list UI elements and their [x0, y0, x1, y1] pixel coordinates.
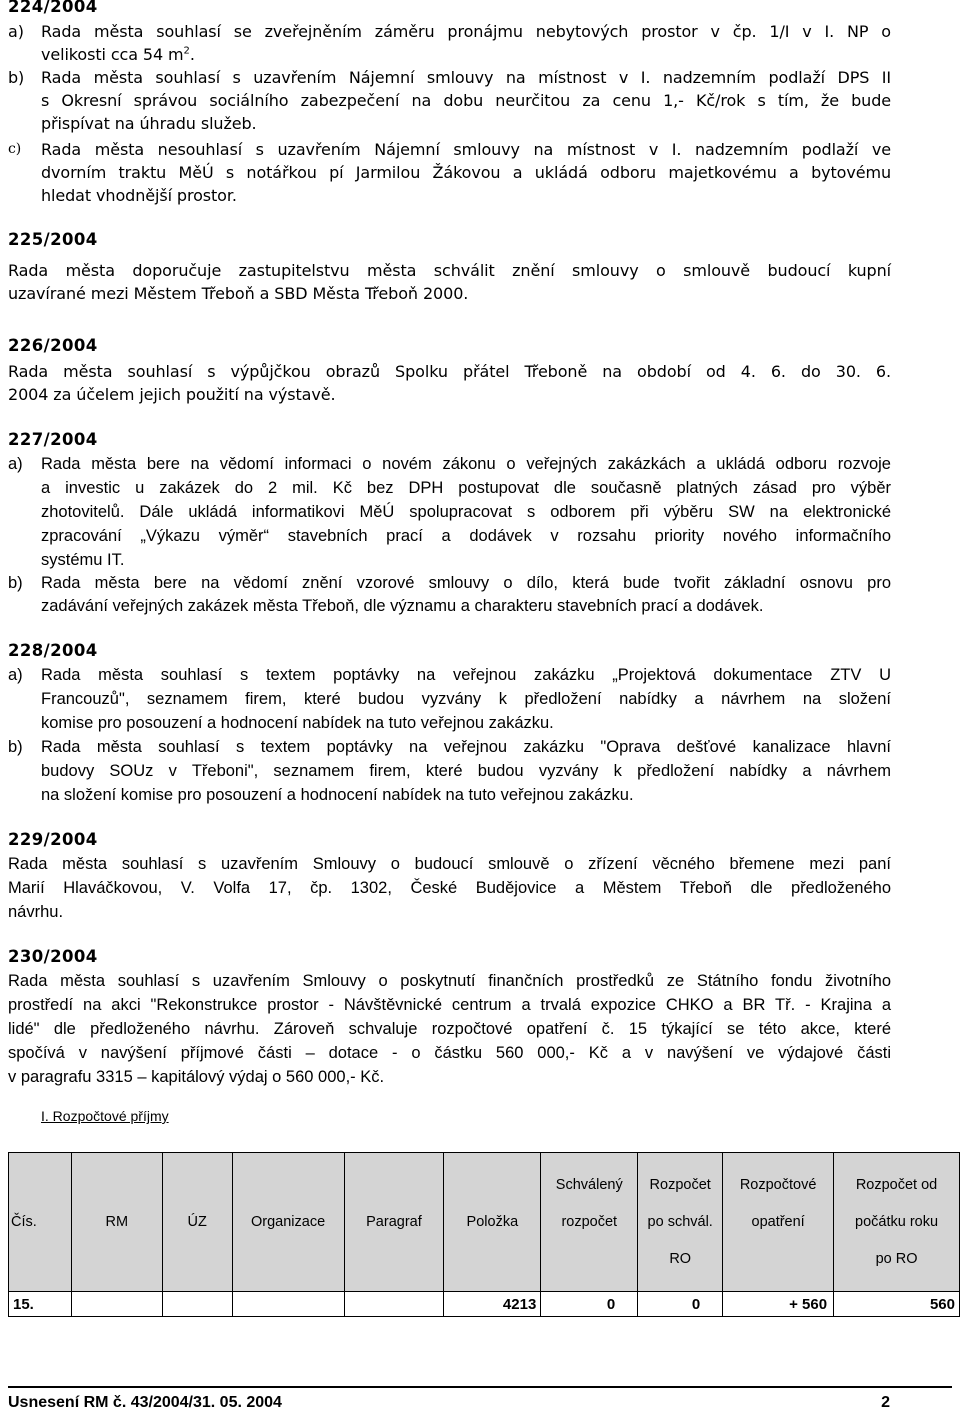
col-header-organizace: Organizace	[232, 1153, 344, 1292]
text-line: hledat vhodnější prostor.	[41, 186, 237, 205]
budget-table	[8, 1152, 960, 1317]
text-line: zpracování „Výkazu výměr“ stavebních prací a dodávek v rozsahu priority nového informačního	[41, 527, 891, 545]
text-line: Rada města souhlasí se zveřejněním záměru pronájmu nebytových prostor v čp. 1/I v I. NP o	[41, 22, 891, 41]
table-row	[9, 1292, 960, 1317]
text-line: systému IT.	[41, 551, 125, 569]
cell-schvaleny-rozpocet: 0	[541, 1292, 638, 1317]
cell-rozpocet-od-pocatku: 560	[834, 1292, 960, 1317]
item-label: b)	[8, 574, 23, 592]
resolution-heading-225: 225/2004	[8, 230, 98, 249]
col-header-cis: Čís.	[9, 1153, 72, 1292]
text-line: Rada města doporučuje zastupitelstvu města schválit znění smlouvy o smlouvě budoucí kupní	[8, 261, 891, 280]
text-line: Rada města souhlasí s uzavřením Smlouvy o budoucí smlouvě o zřízení věcného břemene mezi paní	[8, 855, 891, 873]
text-line: zadávání veřejných zakázek města Třeboň, dle významu a charakteru stavebních prací a dodávek.	[41, 597, 764, 615]
item-label: b)	[8, 68, 25, 87]
resolution-heading-229: 229/2004	[8, 830, 98, 849]
table-header-row	[9, 1153, 960, 1292]
resolution-heading-224: 224/2004	[8, 0, 98, 16]
resolution-heading-228: 228/2004	[8, 641, 98, 660]
cell-organizace	[232, 1292, 344, 1317]
text-line: v paragrafu 3315 – kapitálový výdaj o 560 000,- Kč.	[8, 1068, 385, 1086]
item-label: a)	[8, 22, 24, 41]
col-header-rozpoctove-opatreni: Rozpočtové opatření	[723, 1153, 834, 1292]
item-label: c)	[8, 141, 22, 157]
col-header-uz: ÚZ	[162, 1153, 232, 1292]
text-line: Rada města souhlasí s textem poptávky na veřejnou zakázku „Projektová dokumentace ZTV U	[41, 666, 891, 684]
page-number: 2	[881, 1394, 890, 1411]
text-line: spočívá v navýšení příjmové části – dotace - o částku 560 000,- Kč a v navýšení ve výdajové části	[8, 1044, 891, 1062]
col-header-rozpocet-od-pocatku: Rozpočet od počátku roku po RO	[834, 1153, 960, 1292]
resolution-heading-230: 230/2004	[8, 947, 98, 966]
text-line: komise pro posouzení a hodnocení nabídek na tuto veřejnou zakázku.	[41, 714, 554, 732]
text-line: Rada města souhlasí s uzavřením Smlouvy o poskytnutí finančních prostředků ze Státního fondu životního	[8, 972, 891, 990]
text-line: velikosti cca 54 $m^2$.	[41, 45, 195, 64]
col-header-paragraf: Paragraf	[344, 1153, 444, 1292]
text-line: návrhu.	[8, 903, 64, 921]
cell-rozpocet-po-schval: 0	[638, 1292, 723, 1317]
cell-rozpoctove-opatreni: + 560	[723, 1292, 834, 1317]
col-header-rozpocet-po-schval: Rozpočet po schvál. RO	[638, 1153, 723, 1292]
resolution-heading-226: 226/2004	[8, 336, 98, 355]
text-line: zhotovitelů. Dále ukládá informatikovi MěÚ spolupracovat s odborem při výběru SW na elektronické	[41, 503, 891, 521]
text-line: dvorním traktu MěÚ s notářkou pí Jarmilou Žákovou a ukládá odboru majetkovému a bytovému	[41, 163, 891, 182]
col-header-rm: RM	[71, 1153, 162, 1292]
page-footer	[8, 1386, 952, 1411]
text-line: Marií Hlaváčkovou, V. Volfa 17, čp. 1302, České Budějovice a Městem Třeboň dle předloženého	[8, 879, 891, 897]
item-label: a)	[8, 455, 23, 473]
budget-section-title: I. Rozpočtové příjmy	[41, 1108, 169, 1124]
text-line: na složení komise pro posouzení a hodnocení nabídek na tuto veřejnou zakázku.	[41, 786, 634, 804]
text-line: přispívat na úhradu služeb.	[41, 114, 257, 133]
text-line: a investic u zakázek do 2 mil. Kč bez DPH postupovat dle současně platných zásad pro výběr	[41, 479, 891, 497]
text-line: prostředí na akci "Rekonstrukce prostor - Návštěvnické centrum a trvalá expozice CHKO a BR Tř. - Krajina a	[8, 996, 891, 1014]
cell-rm	[71, 1292, 162, 1317]
cell-paragraf	[344, 1292, 444, 1317]
cell-polozka: 4213	[444, 1292, 541, 1317]
text-line: Rada města souhlasí s textem poptávky na veřejnou zakázku "Oprava dešťové kanalizace hlavní	[41, 738, 891, 756]
text-line: Rada města souhlasí s výpůjčkou obrazů Spolku přátel Třeboně na období od 4. 6. do 30. 6.	[8, 362, 891, 381]
text-line: Rada města bere na vědomí znění vzorové smlouvy o dílo, která bude tvořit základní osnovu pro	[41, 574, 891, 592]
cell-uz	[162, 1292, 232, 1317]
text-line: s Okresní správou sociálního zabezpečení na dobu neurčitou za cenu 1,- Kč/rok s tím, že bude	[41, 91, 891, 110]
col-header-schvaleny-rozpocet: Schválený rozpočet	[541, 1153, 638, 1292]
footer-resolution-ref: Usnesení RM č. 43/2004/31. 05. 2004	[8, 1394, 282, 1411]
item-label: a)	[8, 666, 23, 684]
text-line: lidé" dle předloženého návrhu. Zároveň schvaluje rozpočtové opatření č. 15 týkající se této akce, které	[8, 1020, 891, 1038]
item-label: b)	[8, 738, 23, 756]
text-line: budovy SOUz v Třeboni", seznamem firem, které budou vyzvány k předložení nabídky a návrhem	[41, 762, 891, 780]
text-line: 2004 za účelem jejich použití na výstavě.	[8, 385, 336, 404]
text-line: uzavírané mezi Městem Třeboň a SBD Města Třeboň 2000.	[8, 284, 469, 303]
text-line: Rada města nesouhlasí s uzavřením Nájemní smlouvy na místnost v I. nadzemním podlaží ve	[41, 140, 891, 159]
col-header-polozka: Položka	[444, 1153, 541, 1292]
cell-cis: 15.	[9, 1292, 72, 1317]
text-line: Rada města bere na vědomí informaci o novém zákonu o veřejných zakázkách a ukládá odboru rozvoje	[41, 455, 891, 473]
text-line: Rada města souhlasí s uzavřením Nájemní smlouvy na místnost v I. nadzemním podlaží DPS II	[41, 68, 891, 87]
text-line: Francouzů", seznamem firem, které budou vyzvány k předložení nabídky a návrhem na složení	[41, 690, 891, 708]
resolution-heading-227: 227/2004	[8, 430, 98, 449]
